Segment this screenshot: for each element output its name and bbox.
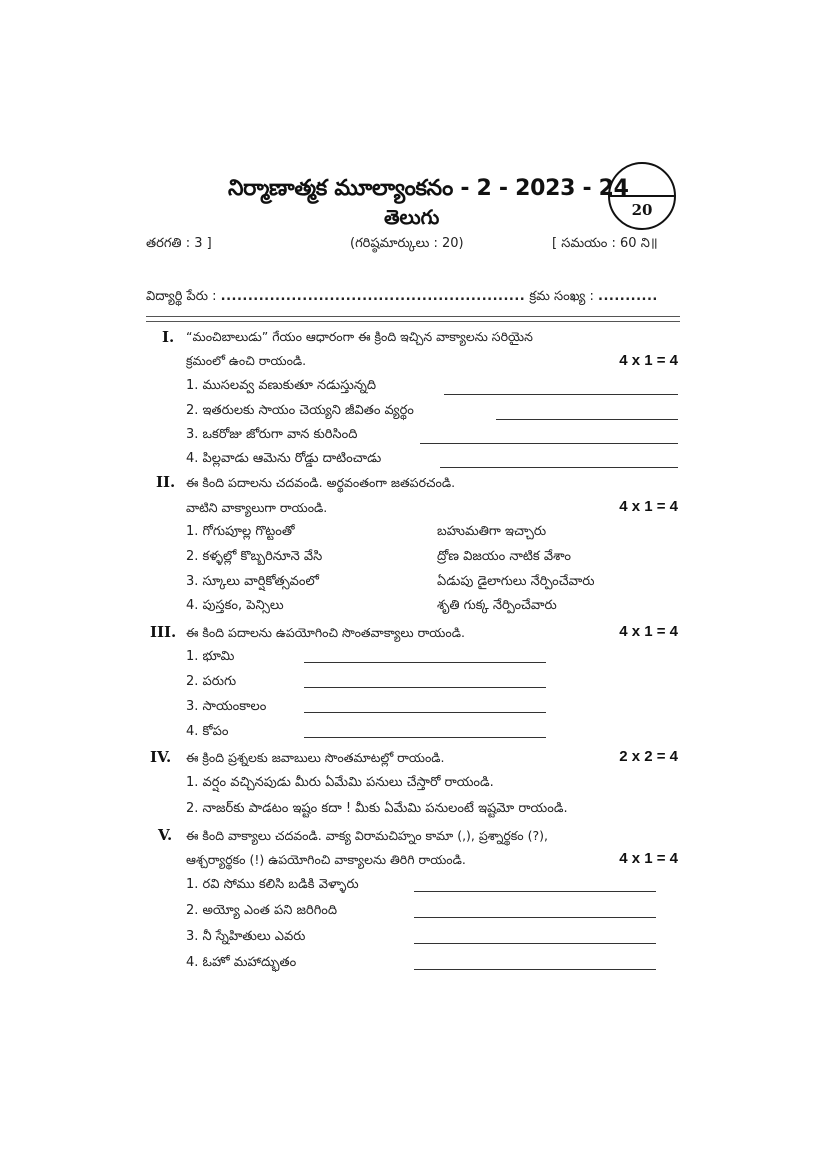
- list-item: 3. ఒకరోజు జోరుగా వాన కురిసింది: [186, 427, 358, 442]
- list-item: 4. కోపం: [186, 724, 229, 739]
- list-item: 2. అయ్యో ఎంత పని జరిగింది: [186, 903, 338, 918]
- section-number: II.: [156, 473, 176, 491]
- section-score: 2 x 2 = 4: [619, 748, 678, 765]
- section-score: 4 x 1 = 4: [619, 850, 678, 867]
- answer-blank[interactable]: [420, 443, 678, 444]
- answer-blank[interactable]: [444, 394, 678, 395]
- list-item: 2. పరుగు: [186, 674, 237, 689]
- match-right-item: ఏడుపు డైలాగులు నేర్పించేవారు: [437, 574, 595, 589]
- student-name-field[interactable]: ........................................................: [220, 289, 526, 304]
- list-item: 1. ముసలవ్వ వణుకుతూ నడుస్తున్నది: [186, 378, 377, 393]
- class-label: తరగతి : 3 ]: [146, 236, 212, 251]
- list-item: 1. వర్షం వచ్చినపుడు మీరు ఏమేమి పనులు చేస్తారో రాయండి.: [186, 775, 494, 790]
- section-score: 4 x 1 = 4: [619, 498, 678, 515]
- exam-title: నిర్మాణాత్మక మూల్యాంకనం - 2 - 2023 - 24: [228, 176, 629, 201]
- answer-blank[interactable]: [304, 687, 546, 688]
- section-number: V.: [158, 826, 173, 844]
- total-marks-value: 20: [631, 201, 653, 219]
- section-number: I.: [162, 328, 175, 346]
- time-label: [ సమయం : 60 ని॥: [552, 236, 658, 251]
- match-right-item: శృతి గుక్క నేర్పించేవారు: [437, 598, 557, 613]
- answer-blank[interactable]: [304, 737, 546, 738]
- match-right-item: బహుమతిగా ఇచ్చారు: [437, 524, 547, 539]
- section-instruction-cont: వాటిని వాక్యాలుగా రాయండి.: [186, 500, 328, 515]
- total-marks-circle: [608, 162, 676, 230]
- roll-no-label: క్రమ సంఖ్య :: [529, 289, 594, 304]
- match-left-item: 1. గోగుపూల్ల గొట్టంతో: [186, 524, 295, 539]
- match-left-item: 3. స్కూలు వార్షికోత్సవంలో: [186, 574, 319, 589]
- answer-blank[interactable]: [414, 943, 656, 944]
- student-name-label: విద్యార్థి పేరు :: [146, 289, 217, 304]
- list-item: 1. భూమి: [186, 649, 235, 664]
- match-left-item: 4. పుస్తకం, పెన్సిలు: [186, 598, 284, 613]
- section-instruction-cont: ఆశ్చర్యార్థకం (!) ఉపయోగించి వాక్యాలను తిరిగి రాయండి.: [186, 852, 466, 867]
- answer-blank[interactable]: [414, 969, 656, 970]
- section-number: III.: [150, 623, 177, 641]
- header-rule-top: [146, 316, 680, 317]
- section-instruction: ఈ కింది వాక్యాలు చదవండి. వాక్య విరామచిహ్నం కామా (,), ప్రశ్నార్థకం (?),: [186, 828, 548, 843]
- section-instruction: “మంచిబాలుడు” గేయం ఆధారంగా ఈ క్రింది ఇచ్చిన వాక్యాలను సరియైన: [186, 329, 533, 344]
- answer-blank[interactable]: [496, 419, 678, 420]
- answer-blank[interactable]: [414, 891, 656, 892]
- section-instruction: ఈ కింది పదాలను ఉపయోగించి సొంతవాక్యాలు రాయండి.: [186, 625, 465, 640]
- section-instruction: ఈ కింది పదాలను చదవండి. అర్థవంతంగా జతపరచండి.: [186, 475, 456, 490]
- section-score: 4 x 1 = 4: [619, 623, 678, 640]
- answer-blank[interactable]: [304, 712, 546, 713]
- list-item: 2. నాజర్‌కు పాడటం ఇష్టం కదా ! మీకు ఏమేమి పనులంటే ఇష్టమో రాయండి.: [186, 801, 568, 816]
- roll-no-field[interactable]: ...........: [598, 289, 658, 304]
- list-item: 3. సాయంకాలం: [186, 699, 267, 714]
- section-instruction-cont: క్రమంలో ఉంచి రాయండి.: [186, 353, 307, 368]
- section-number: IV.: [150, 748, 172, 766]
- match-right-item: ద్రోణ విజయం నాటిక వేశాం: [437, 549, 571, 564]
- section-instruction: ఈ క్రింది ప్రశ్నలకు జవాబులు సొంతమాటల్లో రాయండి.: [186, 750, 445, 765]
- list-item: 2. ఇతరులకు సాయం చెయ్యని జీవితం వ్యర్థం: [186, 403, 414, 418]
- list-item: 1. రవి సోము కలిసి బడికి వెళ్ళారు: [186, 877, 359, 892]
- list-item: 4. పిల్లవాడు ఆమెను రోడ్డు దాటించాడు: [186, 451, 382, 466]
- section-score: 4 x 1 = 4: [619, 352, 678, 369]
- subject-title: తెలుగు: [384, 205, 440, 229]
- student-info-line: [146, 289, 658, 307]
- match-left-item: 2. కళ్ళల్లో కొబ్బరినూనె వేసి: [186, 549, 323, 564]
- list-item: 4. ఓహో మహాద్భుతం: [186, 955, 297, 970]
- circle-divider: [610, 195, 674, 197]
- answer-blank[interactable]: [440, 467, 678, 468]
- header-rule-bottom: [146, 321, 680, 322]
- answer-blank[interactable]: [304, 662, 546, 663]
- answer-blank[interactable]: [414, 917, 656, 918]
- list-item: 3. నీ స్నేహితులు ఎవరు: [186, 929, 306, 944]
- max-marks-label: (గరిష్ఠమార్కులు : 20): [350, 236, 464, 251]
